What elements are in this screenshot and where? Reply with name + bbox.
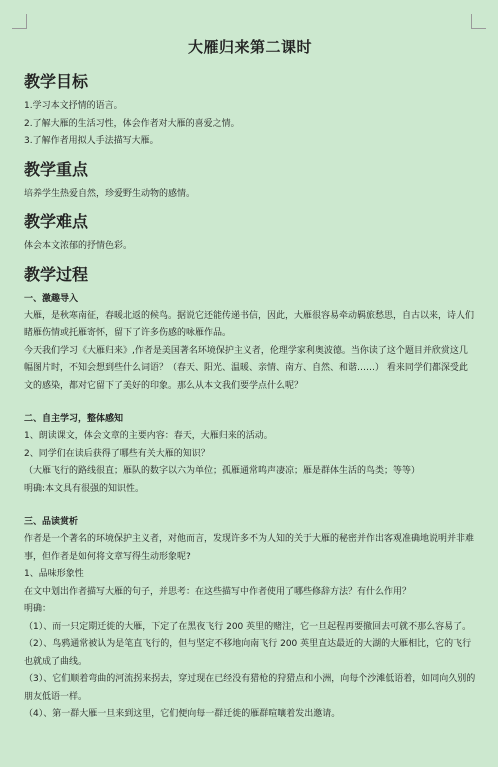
document-title: 大雁归来第二课时 [187,38,312,56]
objective-item: 3.了解作者用拟人手法描写大雁。 [24,136,159,146]
paragraph: （2）、鸟鸦通常被认为是笔直飞行的，但与坚定不移地向南飞行 200 英里直达最近的大湖的大雁相比，它的飞行也就成了曲线。 [24,639,472,667]
paragraph: 今天我们学习《大雁归来》,作者是美国著名环境保护主义者，伦理学家利奥波德。当你读了这个题目并欣赏这几幅图片时，不知会想到些什么词语？（春天、阳光、温暖、亲情、南方、自然、和谐……） 看来同学们都深受此文的感染，都对它留下了美好的印象。那么从本文我们要学点什么呢？ [24,345,468,391]
difficulties-text: 体会本文浓郁的抒情色彩。 [24,241,133,251]
heading-keypoints: 教学重点 [24,159,89,179]
paragraph: （大雁飞行的路线很直；雁队的数字以六为单位；孤雁通常鸣声凄凉；雁是群体生活的鸟类；等等） [24,466,421,476]
list-item: 明确： [24,604,52,614]
crop-mark-top-left [12,14,27,29]
section-title-intro: 一、激趣导入 [24,293,79,304]
objective-item: 2.了解大雁的生活习性，体会作者对大雁的喜爱之情。 [24,118,240,129]
paragraph: （1）、而一只定期迁徙的大雁，下定了在黑夜飞行 200 英里的赌注，它一旦起程再要撤回去可就不那么容易了。 [24,621,472,632]
heading-difficulties: 教学难点 [24,212,89,231]
list-item: 1、品味形象性 [24,569,84,579]
document-body [24,36,476,724]
paragraph: （4）、第一群大雁一旦来到这里，它们便向每一群迁徙的雁群喧嚷着发出邀请。 [24,709,341,719]
heading-objectives: 教学目标 [24,72,89,91]
crop-mark-top-right [471,14,486,29]
list-item: 明确:本文具有很强的知识性。 [24,483,145,494]
paragraph: 作者是一个著名的环境保护主义者，对他而言，发现许多不为人知的关于大雁的秘密并作出客观准确地说明并非难事，但作者是如何将文章写得生动形象呢? [24,534,475,562]
paragraph: 大雁，是秋寒南征，春暖北返的候鸟。据说它还能传递书信，因此，大雁很容易牵动羁旅愁思，自古以来，诗人们睹雁伤情或托雁寄怀，留下了许多伤感的咏雁作品。 [24,310,475,338]
objective-item: 1.学习本文抒情的语言。 [24,101,123,111]
list-item: 2、同学们在读后获得了哪些有关大雁的知识？ [24,448,210,459]
keypoints-text: 培养学生热爱自然，珍爱野生动物的感情。 [24,188,196,199]
paragraph: 在文中划出作者描写大雁的句子，并思考：在这些描写中作者使用了哪些修辞方法？有什么作用？ [24,586,412,597]
section-title-appreciation: 三、品读赏析 [24,517,79,527]
paragraph: （3）、它们顺着弯曲的河流拐来拐去，穿过现在已经没有猎枪的狩猎点和小洲，向每个沙滩低语着，如同向久别的朋友低语一样。 [24,674,476,702]
heading-process: 教学过程 [24,264,89,284]
list-item: 1、朗读课文，体会文章的主要内容：春天，大雁归来的活动。 [24,431,273,441]
section-title-self-study: 二、自主学习，整体感知 [24,414,124,424]
